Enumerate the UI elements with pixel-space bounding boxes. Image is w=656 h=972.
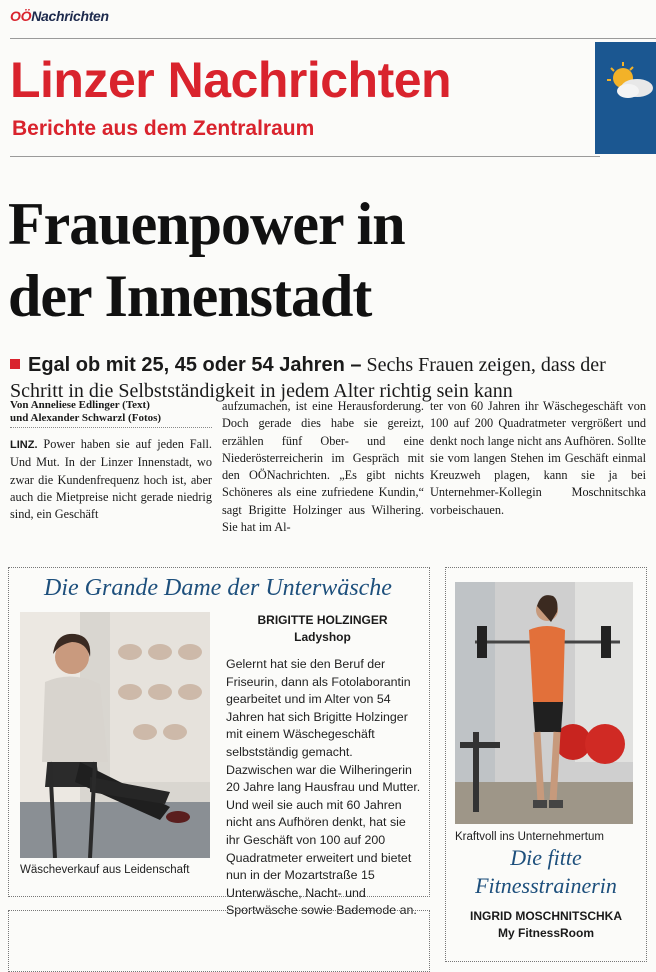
box2-title-line-1: Die fitte [510, 845, 582, 870]
top-rule [10, 38, 656, 39]
person-company: My FitnessRoom [497, 926, 594, 940]
dateline: LINZ. [10, 439, 38, 451]
box1-title: Die Grande Dame der Unterwäsche [44, 575, 392, 601]
box2-title-line-2: Fitnesstrainerin [475, 873, 617, 898]
byline-text: Von Anneliese Edlinger (Text) [10, 399, 150, 411]
headline [8, 188, 648, 332]
masthead-rule [10, 156, 600, 157]
caption-holzinger: Wäscheverkauf aus Leidenschaft [20, 864, 190, 876]
column-1 [10, 398, 212, 523]
brand-rest: Nachrichten [31, 8, 109, 24]
headline-line-1: Frauenpower in [8, 191, 405, 257]
brand-oo: OÖ [10, 8, 32, 24]
weather-panel [595, 42, 656, 154]
newspaper-brand-logo [10, 8, 109, 24]
byline-photos: und Alexander Schwarzl (Fotos) [10, 412, 162, 424]
person-name: INGRID MOSCHNITSCHKA [470, 909, 622, 923]
person-company: Ladyshop [294, 630, 351, 644]
deck [10, 352, 650, 404]
photo-holzinger [20, 612, 210, 858]
section-subtitle: Berichte aus dem Zentralraum [12, 117, 315, 140]
byline [10, 398, 212, 428]
section-title: Linzer Nachrichten [10, 52, 452, 108]
person-name: BRIGITTE HOLZINGER [257, 613, 388, 627]
caption-moschnitschka: Kraftvoll ins Unternehmertum [455, 831, 604, 843]
red-square-icon [10, 359, 20, 369]
person-moschnitschka [446, 908, 646, 942]
profile-box-next [8, 910, 430, 972]
person-holzinger [225, 612, 420, 646]
column-1-text [10, 436, 212, 523]
box1-text: Gelernt hat sie den Beruf der Friseurin, dann als Fotolaborantin gearbeitet und im Alter von 54 Jahren hat sich Brigitte Holzinger mit einem Wäschegeschäft selbstständig gemacht. Dazwischen war die Wilheringerin 20 Jahre lang Hausfrau und Mutter. Und weil sie auch mit 60 Jahren nicht ans Aufhören denkt, hat sie ihr Geschäft von 100 auf 200 Quadratmeter erweitert und bietet nun in der Mozartstraße 15 Unterwäsche, Nacht- und Sportwäsche sowie Bademode an. [226, 657, 421, 918]
box2-title [446, 844, 646, 900]
column-2: aufzumachen, ist eine Herausforderung. Doch gerade dies habe sie gereizt, erzählen fünf Ober- und eine Niederösterreicherin im Gespräch mit den OÖNachrichten. „Es gibt nichts Schöneres als eine zufriedene Kundin,“ sagt Brigitte Holzinger aus Wilhering. Sie hat im Al- [222, 399, 424, 535]
headline-line-2: der Innenstadt [8, 263, 372, 329]
deck-lead: Egal ob mit 25, 45 oder 54 Jahren – [28, 354, 362, 376]
photo-moschnitschka [455, 582, 633, 824]
sun-cloud-icon [595, 42, 656, 154]
deck-rest: Sechs Frauen zeigen, dass der Schritt in die Selbstständigkeit in jedem Alter richtig sein kann [10, 354, 606, 402]
column-1-body: Power haben sie auf jeden Fall. Und Mut. In der Linzer Innenstadt, wo zwar die Kundenfrequenz hoch ist, aber auch die Mietpreise nicht gerade niedrig sind, ein Geschäft [10, 437, 212, 522]
column-3: ter von 60 Jahren ihr Wäschegeschäft von 100 auf 200 Quadratmeter vergrößert und denkt noch lange nicht ans Aufhören. Sollte sie vom langen Stehen im Geschäft einmal Kreuzweh plagen, kann sie ja bei Unternehmer-Kollegin Moschnitschka vorbeischauen. [430, 399, 646, 517]
